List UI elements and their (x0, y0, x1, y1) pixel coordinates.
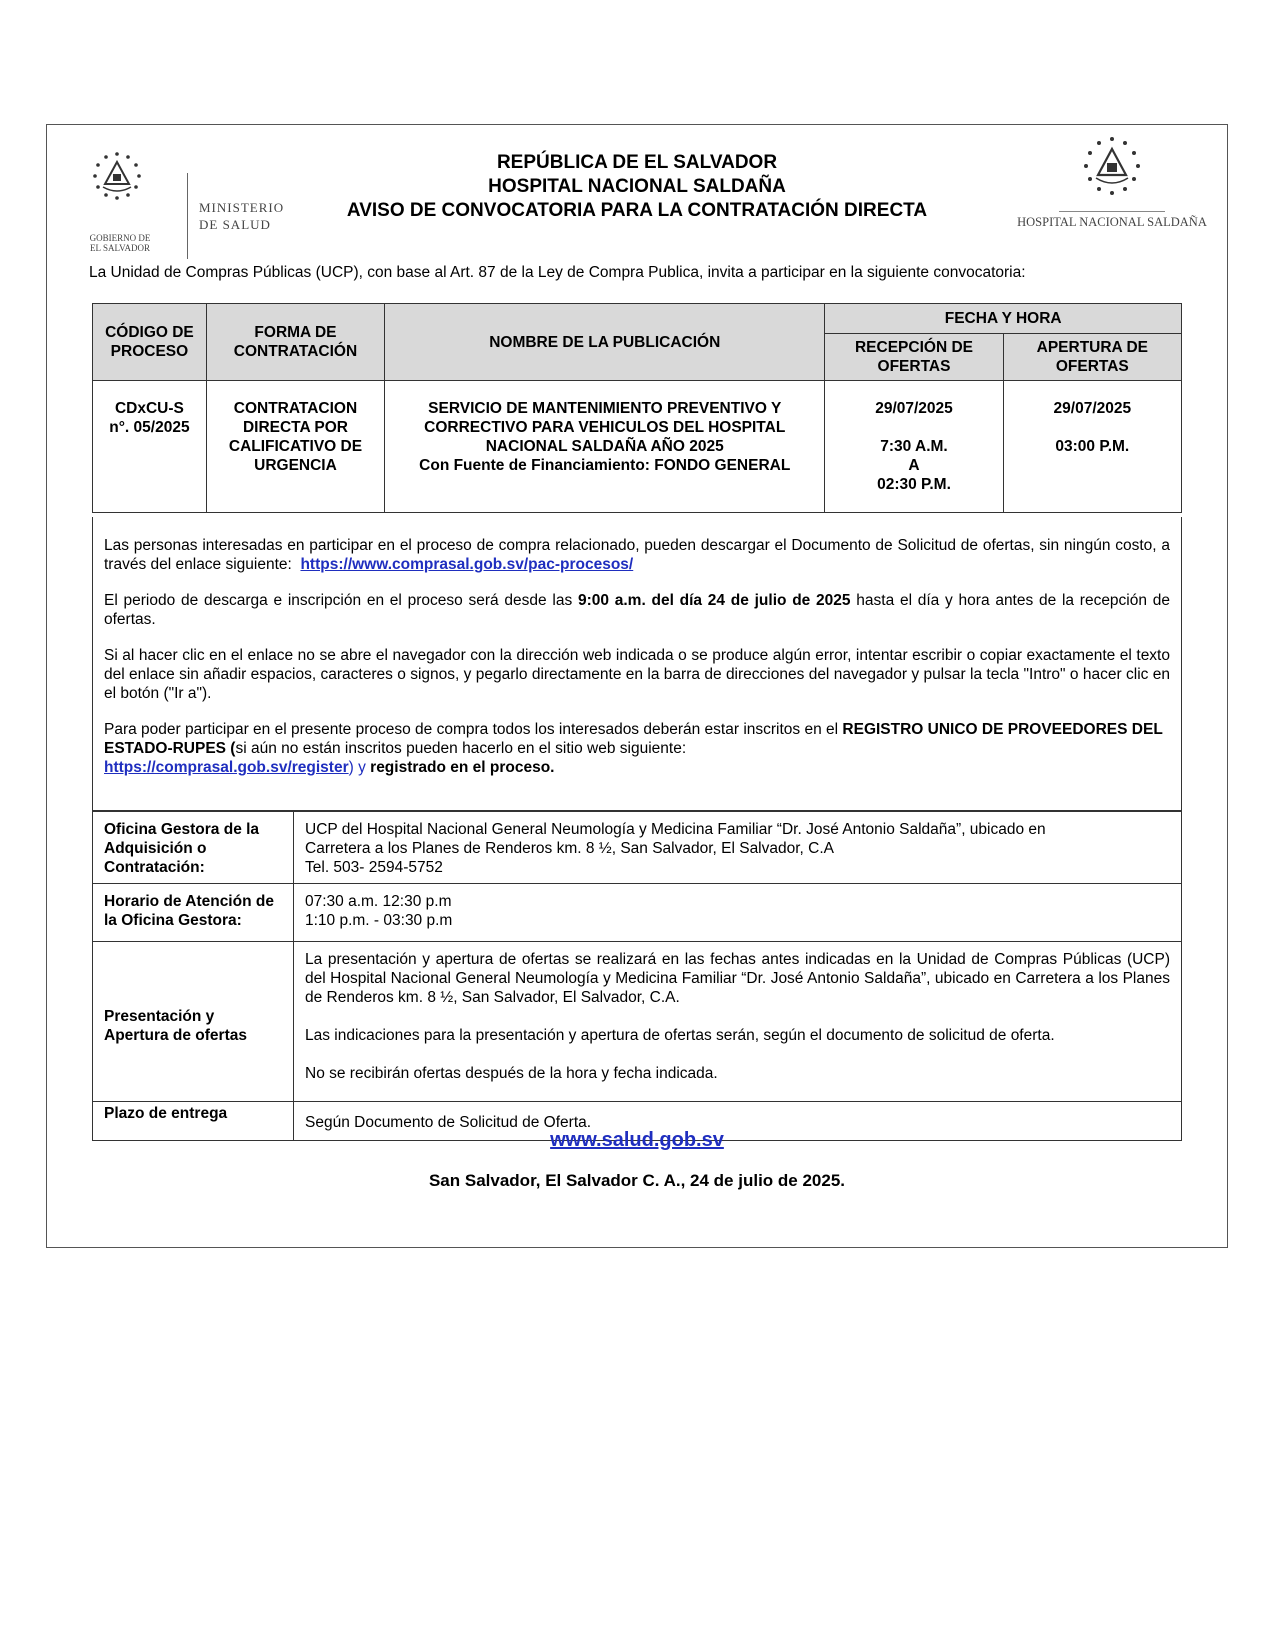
p4-bold-2: registrado en el proceso. (370, 759, 555, 776)
presentacion-line-2: Las indicaciones para la presentación y apertura de ofertas serán, según el documento de solicitud de oferta. (305, 1027, 1055, 1044)
ministry-name: MINISTERIO DE SALUD (199, 200, 285, 232)
coat-of-arms-icon (85, 149, 149, 211)
title-line-3: AVISO DE CONVOCATORIA PARA LA CONTRATACIÓN DIRECTA (346, 200, 928, 221)
notice-frame (46, 124, 1228, 1248)
nombre-line-4: Con Fuente de Financiamiento: FONDO GENERAL (419, 457, 791, 474)
header-fecha-hora: FECHA Y HORA (825, 304, 1182, 334)
oficina-value (294, 812, 1182, 884)
cell-apertura (1003, 381, 1181, 513)
header-apertura (1003, 334, 1181, 381)
apertura-fecha: 29/07/2025 (1053, 400, 1132, 417)
title-line-2: HOSPITAL NACIONAL SALDAÑA (488, 176, 786, 197)
coat-of-arms-icon (1077, 135, 1147, 205)
nombre-line-1: SERVICIO DE MANTENIMIENTO PREVENTIVO Y (428, 400, 782, 417)
header-row (93, 304, 1182, 334)
cell-forma (206, 381, 384, 513)
p4-text-c: ) y (348, 759, 366, 776)
p2-bold: 9:00 a.m. del día 24 de julio de 2025 (577, 592, 851, 609)
oficina-label: Oficina Gestora de la Adquisición o Contratación: (93, 812, 294, 884)
recepcion-desde: 7:30 A.M. (880, 438, 948, 455)
footer-date: San Salvador, El Salvador C. A., 24 de julio de 2025. (428, 1171, 846, 1190)
forma-line-2: DIRECTA POR (242, 419, 348, 436)
process-table (92, 303, 1182, 513)
presentacion-label: Presentación y Apertura de ofertas (93, 942, 294, 1102)
info-paragraph-3: Si al hacer clic en el enlace no se abre el navegador con la dirección web indicada o se produce algún error, intentar escribir o copiar exactamente el texto del enlace sin añadir espacios, caracteres o signos, y pegarlo directamente en la barra de direcciones del navegador y pulsar la tecla "Intro" o hacer clic en el botón ("Ir a"). (104, 647, 1170, 702)
logo-rule (1059, 211, 1165, 212)
p4-text-b: si aún no están inscritos pueden hacerlo en el sitio web siguiente: (235, 740, 687, 757)
forma-line-3: CALIFICATIVO DE (228, 438, 363, 455)
gov-line-2: EL SALVADOR (90, 243, 150, 253)
details-table (92, 811, 1182, 1141)
p1-text: Las personas interesadas en participar en el proceso de compra relacionado, pueden descargar el Documento de Solicitud de ofertas, sin ningún costo, a través del enlace siguiente: (104, 537, 1170, 573)
header (47, 125, 1227, 253)
header-apertura-line-2: OFERTAS (1055, 358, 1129, 375)
p2-text-b: hasta el día y hora antes de la recepción de ofertas. (104, 592, 1170, 628)
forma-line-4: URGENCIA (254, 457, 337, 474)
header-codigo (93, 304, 207, 381)
logo-divider (187, 173, 188, 259)
recepcion-hasta: 02:30 P.M. (877, 476, 951, 493)
forma-line-1: CONTRATACION (233, 400, 358, 417)
recepcion-fecha: 29/07/2025 (875, 400, 953, 417)
header-recepcion-line-2: OFERTAS (877, 358, 951, 375)
presentacion-value (294, 942, 1182, 1102)
header-recepcion-line-1: RECEPCIÓN DE (854, 339, 973, 356)
info-paragraph-4 (104, 720, 1170, 777)
hospital-saldana-logo (1017, 135, 1207, 231)
header-forma-line-2: CONTRATACIÓN (233, 343, 358, 360)
nombre-line-2: CORRECTIVO PARA VEHICULOS DEL HOSPITAL (424, 419, 786, 436)
cell-nombre (385, 381, 825, 513)
info-paragraph-2 (104, 591, 1170, 629)
salud-website-link[interactable]: www.salud.gob.sv (550, 1129, 724, 1151)
nombre-line-3: NACIONAL SALDAÑA AÑO 2025 (485, 438, 724, 455)
info-box (92, 517, 1182, 811)
header-forma (206, 304, 384, 381)
codigo-line-1: CDxCU-S (114, 400, 184, 417)
recepcion-a: A (908, 457, 920, 474)
header-apertura-line-1: APERTURA DE (1036, 339, 1149, 356)
cell-codigo (93, 381, 207, 513)
p4-bold: REGISTRO UNICO DE PROVEEDORES DEL ESTADO-RUPES ( (104, 721, 1163, 757)
horario-line-2: 1:10 p.m. - 03:30 p.m (305, 912, 453, 929)
ministerio-salud-logo (83, 149, 285, 253)
oficina-line-3: Tel. 503- 2594-5752 (305, 859, 443, 876)
horario-label: Horario de Atención de la Oficina Gestora: (93, 884, 294, 942)
detail-row-oficina (93, 812, 1182, 884)
presentacion-line-3: No se recibirán ofertas después de la hora y fecha indicada. (305, 1065, 718, 1082)
oficina-line-2: Carretera a los Planes de Renderos km. 8 ½, San Salvador, El Salvador, C.A (305, 840, 834, 857)
register-link[interactable]: https://comprasal.gob.sv/register (104, 759, 349, 776)
footer-link (47, 1129, 1227, 1152)
plazo-value: Según Documento de Solicitud de Oferta. (294, 1102, 1182, 1141)
detail-row-presentacion (93, 942, 1182, 1102)
header-recepcion (825, 334, 1003, 381)
p4-text-a: Para poder participar en el presente proceso de compra todos los interesados deberán estar inscritos en el (104, 721, 839, 738)
pac-procesos-link[interactable]: https://www.comprasal.gob.sv/pac-procesos/ (300, 556, 634, 573)
apertura-hora: 03:00 P.M. (1055, 438, 1130, 455)
document-title (297, 151, 977, 223)
header-codigo-line-2: PROCESO (110, 343, 189, 360)
header-codigo-line-1: CÓDIGO DE (105, 324, 194, 341)
title-line-1: REPÚBLICA DE EL SALVADOR (496, 152, 778, 173)
oficina-line-1: UCP del Hospital Nacional General Neumología y Medicina Familiar “Dr. José Antonio Saldaña”, ubicado en (305, 821, 1046, 838)
info-paragraph-1 (104, 536, 1170, 574)
intro-text: La Unidad de Compras Públicas (UCP), con base al Art. 87 de la Ley de Compra Publica, invita a participar en la siguiente convocatoria: (89, 264, 1026, 281)
detail-row-horario (93, 884, 1182, 942)
gobierno-caption (87, 233, 153, 253)
horario-value (294, 884, 1182, 942)
plazo-label: Plazo de entrega (93, 1102, 294, 1141)
gov-line-1: GOBIERNO DE (89, 233, 151, 243)
header-nombre: NOMBRE DE LA PUBLICACIÓN (385, 304, 825, 381)
horario-line-1: 07:30 a.m. 12:30 p.m (305, 893, 452, 910)
header-forma-line-1: FORMA DE (254, 324, 337, 341)
codigo-line-2: n°. 05/2025 (109, 419, 190, 436)
process-row (93, 381, 1182, 513)
cell-recepcion (825, 381, 1003, 513)
hospital-name-caption: HOSPITAL NACIONAL SALDAÑA (1017, 215, 1207, 229)
p2-text-a: El periodo de descarga e inscripción en el proceso será desde las (104, 592, 573, 609)
presentacion-line-1: La presentación y apertura de ofertas se realizará en las fechas antes indicadas en la Unidad de Compras Públicas (UCP) del Hospital Nacional General Neumología y Medicina Familiar “Dr. José Antonio Saldaña”, ubicado en Carretera a los Planes de Renderos km. 8 ½, San Salvador, El Salvador, C.A. (305, 951, 1170, 1006)
